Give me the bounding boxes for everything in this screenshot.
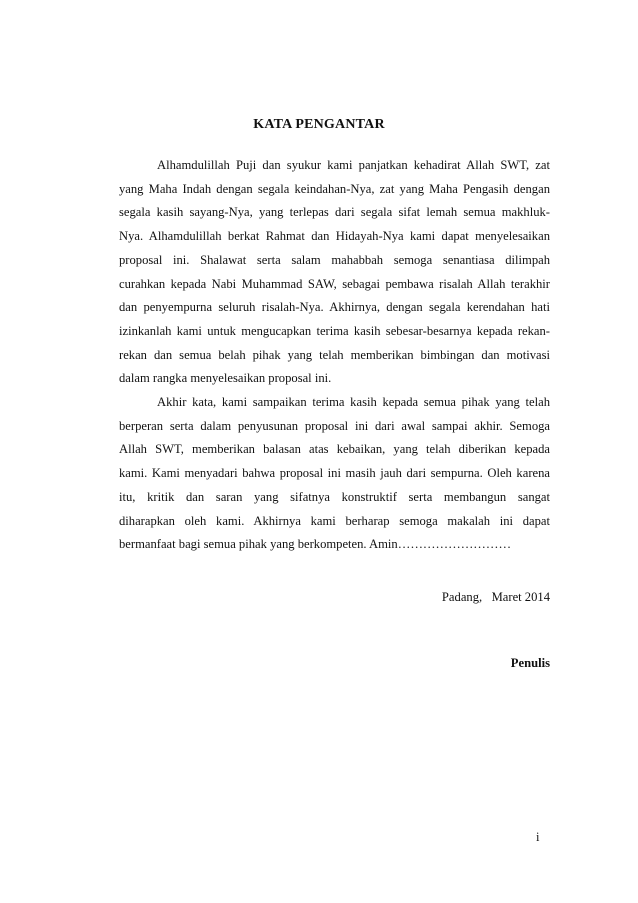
paragraph-line: Nya. Alhamdulillah berkat Rahmat dan Hidayah-Nya kami dapat menyelesaikan bbox=[119, 229, 550, 244]
paragraph-line: dalam rangka menyelesaikan proposal ini. bbox=[119, 371, 332, 386]
signer-name: Penulis bbox=[510, 656, 550, 670]
paragraph-line: berperan serta dalam penyusunan proposal ini dari awal sampai akhir. Semoga bbox=[119, 418, 550, 433]
paragraph-line: yang Maha Indah dengan segala keindahan-Nya, zat yang Maha Pengasih dengan bbox=[119, 181, 550, 196]
place-date: Padang, Maret 2014 bbox=[441, 590, 550, 604]
paragraph-line: bermanfaat bagi semua pihak yang berkompeten. Amin……………………… bbox=[119, 537, 512, 552]
paragraph-line: itu, kritik dan saran yang sifatnya konstruktif serta membangun sangat bbox=[119, 489, 550, 504]
paragraph-1 bbox=[119, 154, 550, 391]
paragraph-2 bbox=[119, 391, 550, 557]
paragraph-line: Akhir kata, kami sampaikan terima kasih kepada semua pihak yang telah bbox=[157, 395, 550, 410]
body-text bbox=[119, 154, 550, 557]
paragraph-line: proposal ini. Shalawat serta salam mahabbah semoga senantiasa dilimpah bbox=[119, 252, 550, 267]
paragraph-line: diharapkan oleh kami. Akhirnya kami berharap semoga makalah ini dapat bbox=[119, 513, 550, 528]
paragraph-line: rekan dan semua belah pihak yang telah memberikan bimbingan dan motivasi bbox=[119, 347, 550, 362]
paragraph-line: Alhamdulillah Puji dan syukur kami panjatkan kehadirat Allah SWT, zat bbox=[157, 158, 550, 172]
paragraph-line: Allah SWT, memberikan balasan atas kebaikan, yang telah diberikan kepada bbox=[119, 442, 550, 457]
page-number: i bbox=[536, 830, 540, 844]
paragraph-line: dan penyempurna seluruh risalah-Nya. Akhirnya, dengan segala kerendahan hati bbox=[119, 300, 550, 315]
paragraph-line: izinkanlah kami untuk mengucapkan terima kasih sebesar-besarnya kepada rekan- bbox=[119, 323, 550, 338]
page-title: KATA PENGANTAR bbox=[253, 117, 385, 132]
paragraph-line: kami. Kami menyadari bahwa proposal ini masih jauh dari sempurna. Oleh karena bbox=[119, 466, 550, 481]
paragraph-line: curahkan kepada Nabi Muhammad SAW, sebagai pembawa risalah Allah terakhir bbox=[119, 276, 550, 291]
paragraph-line: segala kasih sayang-Nya, yang terlepas dari segala sifat lemah semua makhluk- bbox=[119, 205, 550, 220]
